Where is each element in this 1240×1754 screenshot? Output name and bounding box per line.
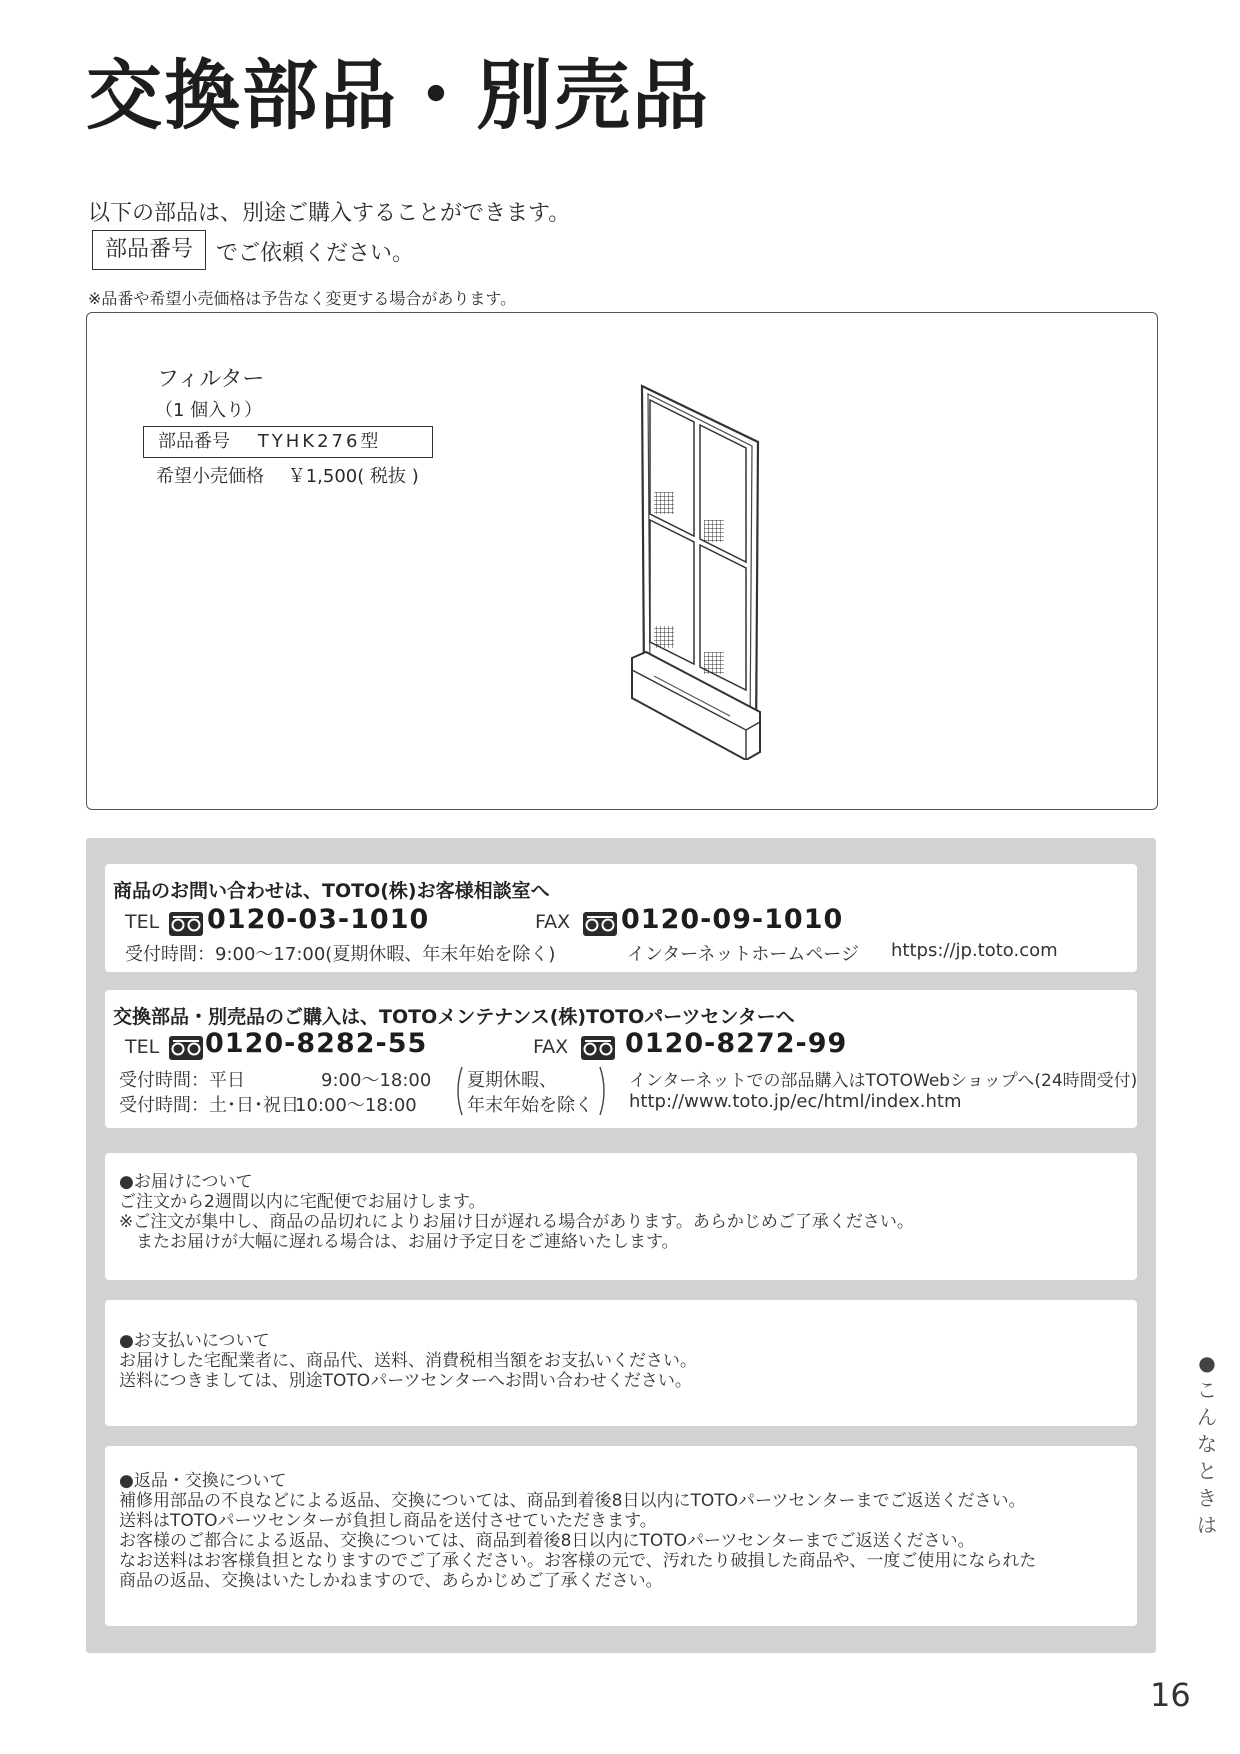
returns-line: 補修用部品の不良などによる返品、交換については、商品到着後8日以内にTOTOパーツセンターまでご返送ください。 (119, 1491, 1026, 1511)
payment-line: お届けした宅配業者に、商品代、送料、消費税相当額をお支払いください。 (119, 1351, 697, 1371)
web-label: インターネットホームページ (627, 944, 860, 965)
weekend-hours-label: 受付時間：土･日･祝日 (119, 1095, 299, 1116)
delivery-line: またお届けが大幅に遅れる場合は、お届け予定日をご連絡いたします。 (119, 1232, 679, 1252)
side-tab (1192, 1350, 1222, 1539)
weekday-hours-label: 受付時間：平日 (119, 1070, 245, 1091)
side-tab-char: き (1197, 1486, 1217, 1510)
product-quantity: （1 個入り） (155, 400, 263, 421)
side-tab-char: と (1197, 1459, 1217, 1483)
payment-heading: ●お支払いについて (119, 1331, 270, 1351)
payment-card (105, 1300, 1137, 1426)
side-tab-char: ん (1197, 1405, 1217, 1429)
fax-label: FAX (533, 1036, 569, 1058)
fax-label: FAX (535, 911, 571, 933)
customer-support-card (105, 864, 1137, 972)
returns-line: 商品の返品、交換はいたしかねますので、あらかじめご了承ください。 (119, 1571, 663, 1591)
product-price-row (156, 462, 419, 488)
parts-center-card (105, 990, 1137, 1128)
side-tab-char: は (1197, 1513, 1217, 1537)
web-url-link[interactable]: https://jp.toto.com (891, 940, 1058, 961)
part-number-label: 部品番号 (158, 431, 230, 452)
returns-line: なお送料はお客様負担となりますのでご了承ください。お客様の元で、汚れたり破損した商品や、一度ご使用になられた (119, 1551, 1037, 1571)
right-bracket (599, 1066, 609, 1116)
returns-heading: ●返品・交換について (119, 1471, 287, 1491)
weekend-hours: 10:00〜18:00 (295, 1095, 417, 1116)
side-tab-char: こ (1197, 1378, 1217, 1402)
side-tab-char: な (1197, 1432, 1217, 1456)
page-title: 交換部品・別売品 (86, 51, 710, 140)
part-number-value: TYHK276型 (257, 431, 382, 452)
parts-fax-number: 0120-8272-99 (625, 1028, 848, 1059)
support-tel-number: 0120-03-1010 (207, 904, 430, 935)
freedial-icon (169, 912, 203, 936)
delivery-card (105, 1153, 1137, 1280)
tel-label: TEL (125, 911, 160, 933)
price-note: ※品番や希望小売価格は予告なく変更する場合があります。 (88, 289, 517, 308)
freedial-icon (581, 1036, 615, 1060)
returns-line: 送料はTOTOパーツセンターが負担し商品を送付させていただきます。 (119, 1511, 657, 1531)
returns-line: お客様のご都合による返品、交換については、商品到着後8日以内にTOTOパーツセンターまでご返送ください。 (119, 1531, 975, 1551)
product-part-number-row (143, 426, 433, 458)
delivery-line: ※ご注文が集中し、商品の品切れによりお届け日が遅れる場合があります。あらかじめご了承ください。 (119, 1212, 914, 1232)
support-fax-number: 0120-09-1010 (621, 904, 844, 935)
support-hours: 受付時間：9:00〜17:00(夏期休暇、年末年始を除く) (125, 944, 556, 965)
delivery-line: ご注文から2週間以内に宅配便でお届けします。 (119, 1192, 486, 1212)
freedial-icon (169, 1036, 203, 1060)
closed-days-line1: 夏期休暇、 (467, 1070, 557, 1091)
web-shop-url-link[interactable]: http://www.toto.jp/ec/html/index.htm (629, 1091, 962, 1112)
filter-illustration (620, 380, 780, 760)
returns-card (105, 1446, 1137, 1626)
intro-request-text: でご依頼ください。 (216, 241, 415, 266)
payment-line: 送料につきましては、別途TOTOパーツセンターへお問い合わせください。 (119, 1371, 692, 1391)
freedial-icon (583, 912, 617, 936)
delivery-heading: ●お届けについて (119, 1172, 253, 1192)
parts-center-heading: 交換部品・別売品のご購入は、TOTOメンテナンス(株)TOTOパーツセンターへ (113, 1006, 795, 1028)
tel-label: TEL (125, 1036, 160, 1058)
left-bracket (453, 1066, 463, 1116)
price-value: ￥1,500( 税抜 ) (287, 466, 419, 487)
part-number-box: 部品番号 (92, 230, 206, 270)
product-name: フィルター (157, 367, 265, 392)
page-number: 16 (1150, 1676, 1191, 1714)
price-label: 希望小売価格 (156, 466, 264, 487)
side-tab-dot: ● (1198, 1351, 1216, 1375)
parts-tel-number: 0120-8282-55 (205, 1028, 428, 1059)
weekday-hours: 9:00〜18:00 (321, 1070, 432, 1091)
intro-text: 以下の部品は、別途ご購入することができます。 (88, 201, 571, 226)
support-heading: 商品のお問い合わせは、TOTO(株)お客様相談室へ (113, 880, 550, 902)
closed-days-line2: 年末年始を除く (467, 1095, 593, 1116)
web-shop-text: インターネットでの部品購入はTOTOWebショップへ(24時間受付) (629, 1071, 1138, 1091)
